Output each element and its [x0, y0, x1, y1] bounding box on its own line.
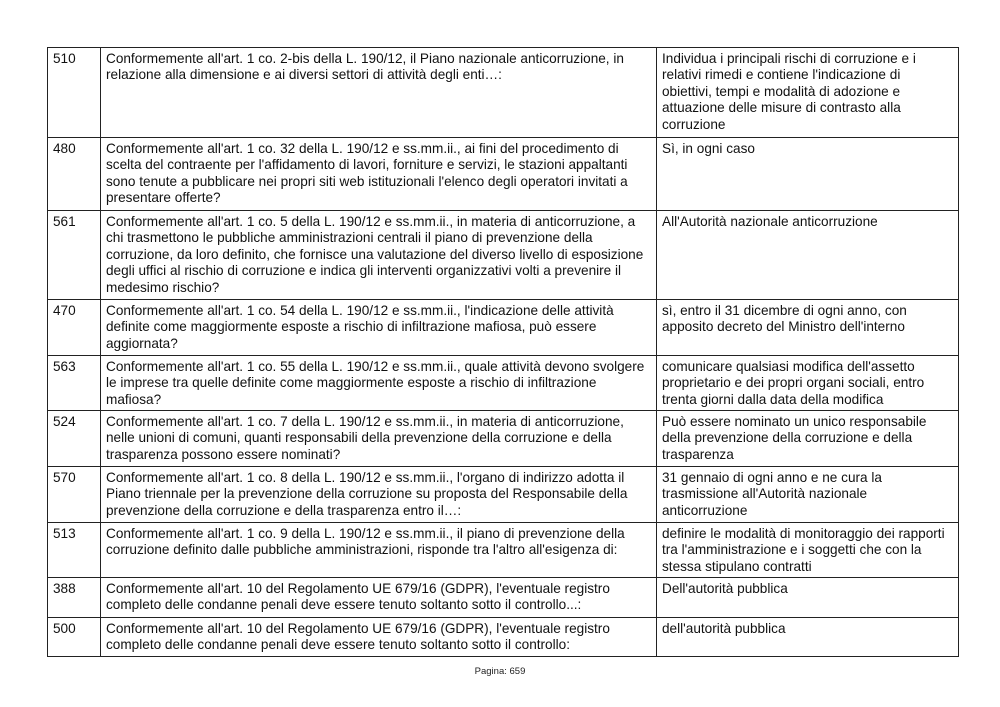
table-row — [48, 356, 959, 411]
answer-text: comunicare qualsiasi modifica dell'assetto proprietario e dei propri organi sociali, entro trenta giorni dalla data della modifica — [657, 356, 959, 411]
answer-text: All'Autorità nazionale anticorruzione — [657, 211, 959, 300]
question-number: 470 — [48, 300, 101, 356]
answer-text: definire le modalità di monitoraggio dei rapporti tra l'amministrazione e i soggetti che con la stessa stipulano contratti — [657, 523, 959, 578]
question-number: 563 — [48, 356, 101, 411]
question-text: Conformemente all'art. 1 co. 32 della L. 190/12 e ss.mm.ii., ai fini del procedimento di scelta del contraente per l'affidamento di lavori, forniture e servizi, le stazioni appaltanti sono tenute a pubblicare nei propri siti web istituzionali l'elenco degli operatori invitati a presentare offerte? — [101, 138, 657, 211]
question-number: 561 — [48, 211, 101, 300]
table-row — [48, 618, 959, 657]
question-text: Conformemente all'art. 10 del Regolamento UE 679/16 (GDPR), l'eventuale registro completo delle condanne penali deve essere tenuto soltanto sotto il controllo...: — [101, 578, 657, 618]
table-row — [48, 300, 959, 356]
table-row — [48, 578, 959, 618]
table-row — [48, 523, 959, 578]
question-text: Conformemente all'art. 1 co. 55 della L. 190/12 e ss.mm.ii., quale attività devono svolgere le imprese tra quelle definite come maggiormente esposte a rischio di infiltrazione mafiosa? — [101, 356, 657, 411]
table-row — [48, 211, 959, 300]
question-number: 524 — [48, 411, 101, 467]
question-number: 513 — [48, 523, 101, 578]
question-text: Conformemente all'art. 1 co. 9 della L. 190/12 e ss.mm.ii., il piano di prevenzione della corruzione definito dalle pubbliche amministrazioni, risponde tra l'altro all'esigenza di: — [101, 523, 657, 578]
page-number: Pagina: 659 — [474, 666, 526, 677]
question-number: 510 — [48, 48, 101, 138]
table-row — [48, 411, 959, 467]
question-number: 570 — [48, 467, 101, 523]
table-row — [48, 138, 959, 211]
answer-text: dell'autorità pubblica — [657, 618, 959, 657]
question-number: 480 — [48, 138, 101, 211]
table-row — [48, 467, 959, 523]
answer-text: 31 gennaio di ogni anno e ne cura la trasmissione all'Autorità nazionale anticorruzione — [657, 467, 959, 523]
questions-table — [47, 47, 959, 657]
question-text: Conformemente all'art. 1 co. 54 della L. 190/12 e ss.mm.ii., l'indicazione delle attività definite come maggiormente esposte a rischio di infiltrazione mafiosa, può essere aggiornata? — [101, 300, 657, 356]
question-number: 500 — [48, 618, 101, 657]
question-text: Conformemente all'art. 1 co. 7 della L. 190/12 e ss.mm.ii., in materia di anticorruzione, nelle unioni di comuni, quanti responsabili della prevenzione della corruzione e della trasparenza possono essere nominati? — [101, 411, 657, 467]
answer-text: Individua i principali rischi di corruzione e i relativi rimedi e contiene l'indicazione di obiettivi, tempi e modalità di adozione e attuazione delle misure di contrasto alla corruzione — [657, 48, 959, 138]
table-row — [48, 48, 959, 138]
answer-text: Sì, in ogni caso — [657, 138, 959, 211]
answer-text: Dell'autorità pubblica — [657, 578, 959, 618]
question-text: Conformemente all'art. 1 co. 8 della L. 190/12 e ss.mm.ii., l'organo di indirizzo adotta il Piano triennale per la prevenzione della corruzione su proposta del Responsabile della prevenzione della corruzione e della trasparenza entro il…: — [101, 467, 657, 523]
question-text: Conformemente all'art. 10 del Regolamento UE 679/16 (GDPR), l'eventuale registro completo delle condanne penali deve essere tenuto soltanto sotto il controllo: — [101, 618, 657, 657]
answer-text: sì, entro il 31 dicembre di ogni anno, con apposito decreto del Ministro dell'interno — [657, 300, 959, 356]
question-number: 388 — [48, 578, 101, 618]
question-text: Conformemente all'art. 1 co. 5 della L. 190/12 e ss.mm.ii., in materia di anticorruzione, a chi trasmettono le pubbliche amministrazioni centrali il piano di prevenzione della corruzione, da loro definito, che fornisce una valutazione del diverso livello di esposizione degli uffici al rischio di corruzione e indica gli interventi organizzativi volti a prevenire il medesimo rischio? — [101, 211, 657, 300]
question-text: Conformemente all'art. 1 co. 2-bis della L. 190/12, il Piano nazionale anticorruzione, in relazione alla dimensione e ai diversi settori di attività degli enti…: — [101, 48, 657, 138]
answer-text: Può essere nominato un unico responsabile della prevenzione della corruzione e della trasparenza — [657, 411, 959, 467]
